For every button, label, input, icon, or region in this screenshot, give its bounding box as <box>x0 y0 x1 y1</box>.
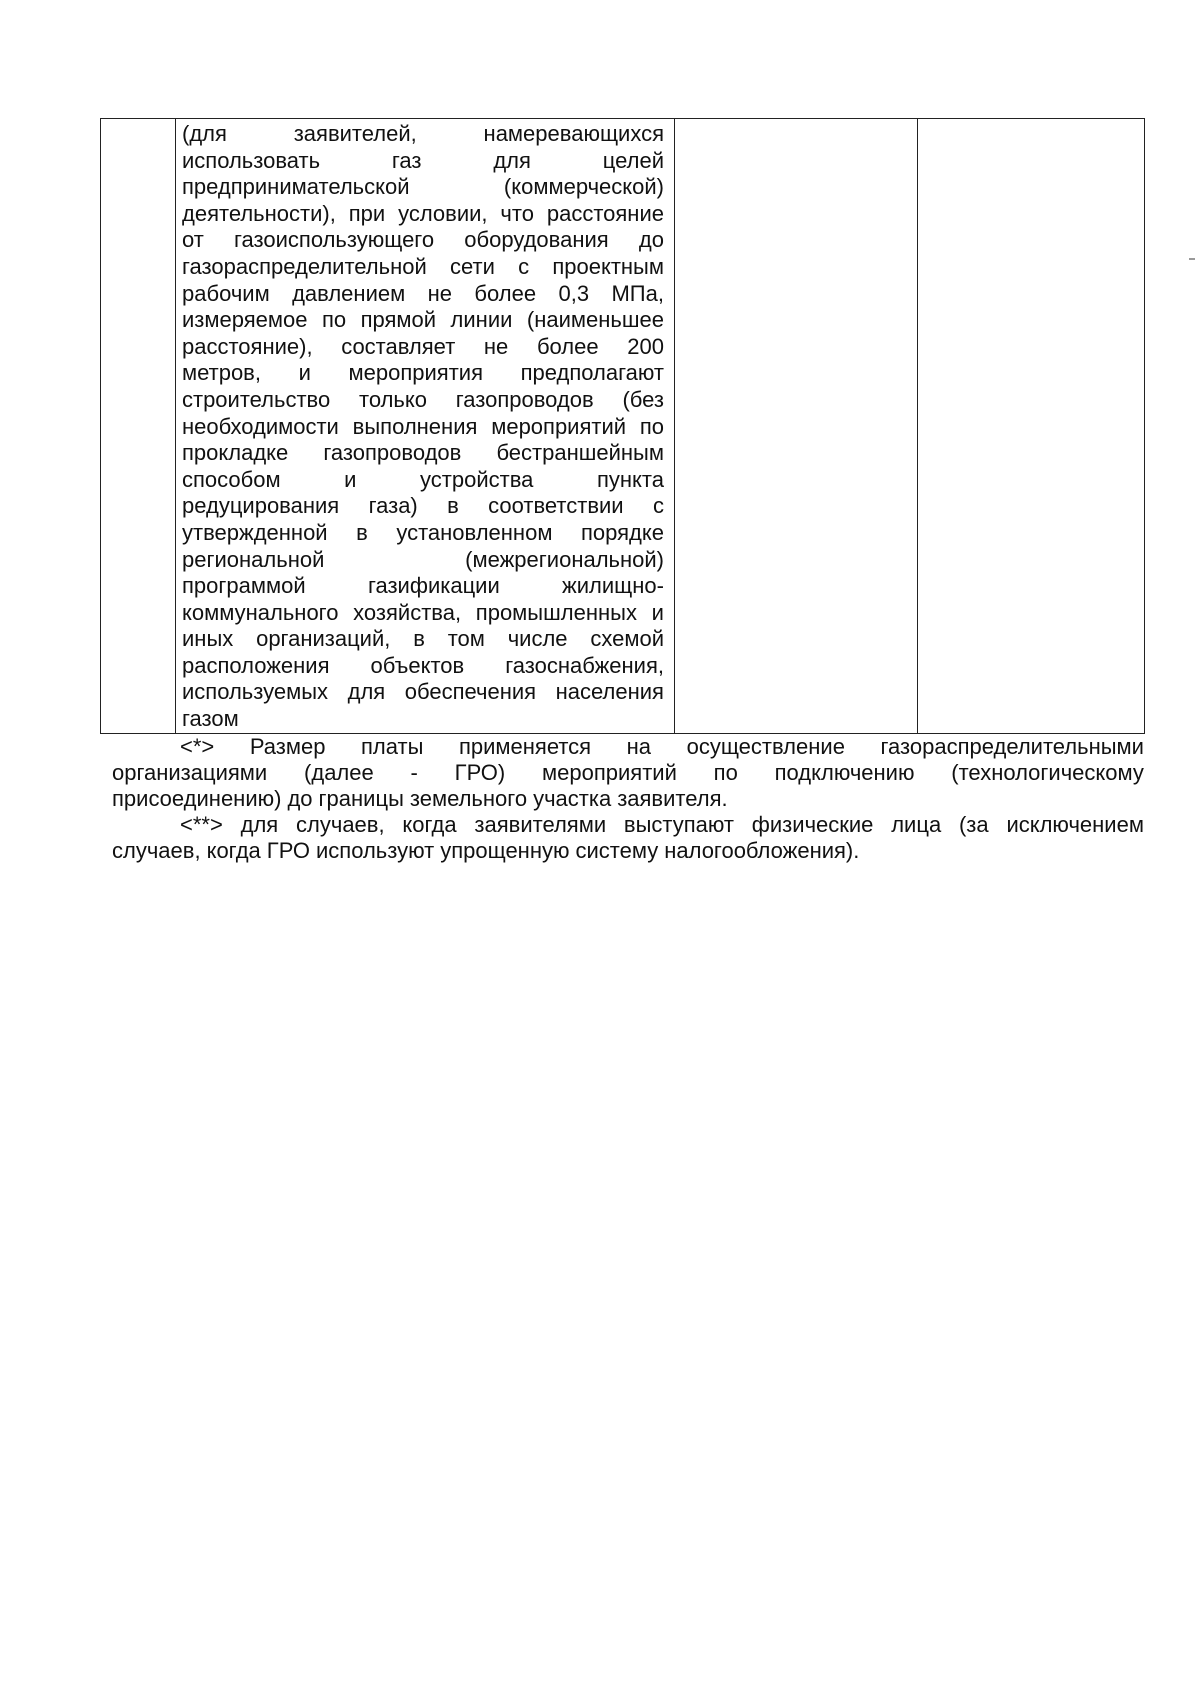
text-line <box>182 121 664 148</box>
word: с <box>518 253 530 279</box>
word: газопроводов <box>323 440 462 466</box>
word: до <box>638 227 664 253</box>
word: на <box>626 734 652 759</box>
word: заявителями <box>474 812 607 837</box>
text-line <box>112 760 1144 786</box>
text-line <box>182 653 664 680</box>
text-line <box>112 838 1144 864</box>
word: более <box>474 280 537 306</box>
word: газоснабжения, <box>505 652 664 678</box>
table-row <box>101 119 1145 734</box>
word: исключением <box>1006 812 1144 837</box>
word: выступают <box>623 812 734 837</box>
word: с <box>652 493 664 519</box>
word: систему <box>575 838 659 863</box>
word: (для <box>182 121 227 146</box>
word: газоиспользующего <box>234 227 435 253</box>
word: упрощенную <box>440 838 570 863</box>
word: МПа, <box>611 280 664 306</box>
word: (наименьшее <box>526 307 664 333</box>
text-line <box>182 493 664 520</box>
word: иных <box>182 626 234 652</box>
word: используют <box>316 838 435 863</box>
word: в <box>447 493 459 519</box>
word: газификации <box>367 573 500 599</box>
text-line <box>182 547 664 574</box>
word: лица <box>891 812 942 837</box>
word: давлением <box>292 280 406 306</box>
text-line <box>182 174 664 201</box>
word: не <box>427 280 453 306</box>
word: коммунального <box>182 599 339 625</box>
word: расположения <box>182 652 330 678</box>
word: целей <box>602 147 664 173</box>
word: когда <box>206 838 261 863</box>
word: мероприятий <box>491 413 627 439</box>
word: заявителя. <box>617 786 728 811</box>
text-line <box>182 360 664 387</box>
text-line <box>182 679 664 706</box>
text-line <box>182 387 664 414</box>
fee-with-vat-cell <box>918 119 1145 734</box>
word: выполнения <box>352 413 478 439</box>
word: физические <box>751 812 874 837</box>
word: числе <box>507 626 568 652</box>
word: что <box>500 200 534 226</box>
word: присоединению) <box>112 786 282 811</box>
row-number-cell <box>101 119 176 734</box>
word: пункта <box>596 466 664 492</box>
word: газ <box>391 147 422 173</box>
word: до <box>287 786 313 811</box>
word: для <box>493 147 531 173</box>
word: организациями <box>112 760 268 785</box>
word: <**> <box>180 812 223 837</box>
word: случаев, <box>296 812 385 837</box>
word: осуществление <box>686 734 845 759</box>
word: объектов <box>370 652 465 678</box>
word: по <box>321 307 347 333</box>
footnote-2 <box>112 812 1144 864</box>
word: необходимости <box>182 413 339 439</box>
footnote-1 <box>112 734 1144 812</box>
word: утвержденной <box>182 519 328 545</box>
scan-artifact-mark <box>1189 258 1195 260</box>
word: промышленных <box>475 599 637 625</box>
word: проектным <box>552 253 664 279</box>
text-line <box>182 440 664 467</box>
word: и <box>651 599 664 625</box>
word: для <box>347 679 386 705</box>
text-line <box>112 786 1144 812</box>
word: оборудования <box>464 227 609 253</box>
word: более <box>536 333 599 359</box>
word: жилищно- <box>562 573 664 599</box>
text-line <box>112 734 1144 760</box>
word: заявителей, <box>293 121 417 146</box>
word: только <box>358 386 427 412</box>
word: деятельности), <box>182 200 336 226</box>
word: платы <box>361 734 424 759</box>
word: (технологическому <box>951 760 1144 785</box>
word: газа) <box>368 493 418 519</box>
word: подключению <box>774 760 915 785</box>
word: схемой <box>590 626 664 652</box>
text-line <box>182 148 664 175</box>
text-line <box>182 201 664 228</box>
word: и <box>298 360 311 386</box>
word: не <box>483 333 509 359</box>
word: мероприятий <box>542 760 677 785</box>
text-line <box>112 812 1144 838</box>
word: метров, <box>182 360 261 386</box>
word: в <box>356 519 368 545</box>
word: устройства <box>420 466 534 492</box>
word: газораспределительной <box>182 253 427 279</box>
word: мероприятия <box>348 360 483 386</box>
word: измеряемое <box>182 307 308 333</box>
word: (коммерческой) <box>503 174 664 200</box>
footnotes <box>112 734 1144 864</box>
word: участка <box>533 786 612 811</box>
word: для <box>240 812 279 837</box>
word: хозяйства, <box>353 599 462 625</box>
word: предпринимательской <box>182 174 410 200</box>
word: используемых <box>182 679 329 705</box>
word: ГРО <box>266 838 311 863</box>
word: газопроводов <box>455 386 594 412</box>
word: программой <box>182 573 306 599</box>
word: 200 <box>627 333 664 359</box>
word: составляет <box>341 333 456 359</box>
word: применяется <box>458 734 592 759</box>
word: способом <box>182 466 281 492</box>
word: когда <box>402 812 457 837</box>
word: рабочим <box>182 280 270 306</box>
word: соответствии <box>488 493 624 519</box>
text-line <box>182 573 664 600</box>
word: порядке <box>580 519 664 545</box>
tariff-table <box>100 118 1145 734</box>
word: линии <box>450 307 513 333</box>
word: <*> <box>180 734 215 759</box>
word: бестраншейным <box>496 440 664 466</box>
word: строительство <box>182 386 331 412</box>
text-line <box>182 626 664 653</box>
word: сети <box>449 253 495 279</box>
word: по <box>639 413 664 439</box>
word: прямой <box>360 307 437 333</box>
word: налогообложения). <box>664 838 860 863</box>
word: редуцирования <box>182 493 340 519</box>
word: расстояние), <box>182 333 313 359</box>
word: от <box>182 227 204 253</box>
word: населения <box>555 679 664 705</box>
word: условии, <box>398 200 488 226</box>
word: том <box>447 626 485 652</box>
text-line <box>182 334 664 361</box>
word: газом <box>182 706 239 732</box>
word: расстояние <box>546 200 664 226</box>
word: (за <box>958 812 989 837</box>
text-line <box>182 414 664 441</box>
word: намеревающихся <box>483 121 664 146</box>
text-line <box>182 467 664 494</box>
word: прокладке <box>182 440 289 466</box>
word: организаций, <box>256 626 391 652</box>
word: в <box>413 626 425 652</box>
word: (далее <box>304 760 374 785</box>
word: случаев, <box>112 838 201 863</box>
word: - <box>410 760 418 785</box>
word: Размер <box>249 734 326 759</box>
text-line <box>182 227 664 254</box>
word: границы <box>318 786 404 811</box>
word: установленном <box>396 519 553 545</box>
word: предполагают <box>520 360 664 386</box>
fee-cell <box>675 119 918 734</box>
word: при <box>348 200 386 226</box>
word: земельного <box>409 786 528 811</box>
text-line <box>182 520 664 547</box>
text-line <box>182 254 664 281</box>
text-line <box>182 281 664 308</box>
word: по <box>713 760 738 785</box>
text-line <box>182 706 664 733</box>
word: (межрегиональной) <box>465 546 664 572</box>
word: использовать <box>182 147 321 173</box>
text-line <box>182 600 664 627</box>
word: (без <box>622 386 664 412</box>
description-cell <box>176 119 675 734</box>
word: ГРО) <box>454 760 506 785</box>
word: региональной <box>182 546 325 572</box>
text-line <box>182 307 664 334</box>
word: 0,3 <box>558 280 590 306</box>
word: обеспечения <box>404 679 537 705</box>
word: газораспределительными <box>880 734 1144 759</box>
word: и <box>344 466 357 492</box>
